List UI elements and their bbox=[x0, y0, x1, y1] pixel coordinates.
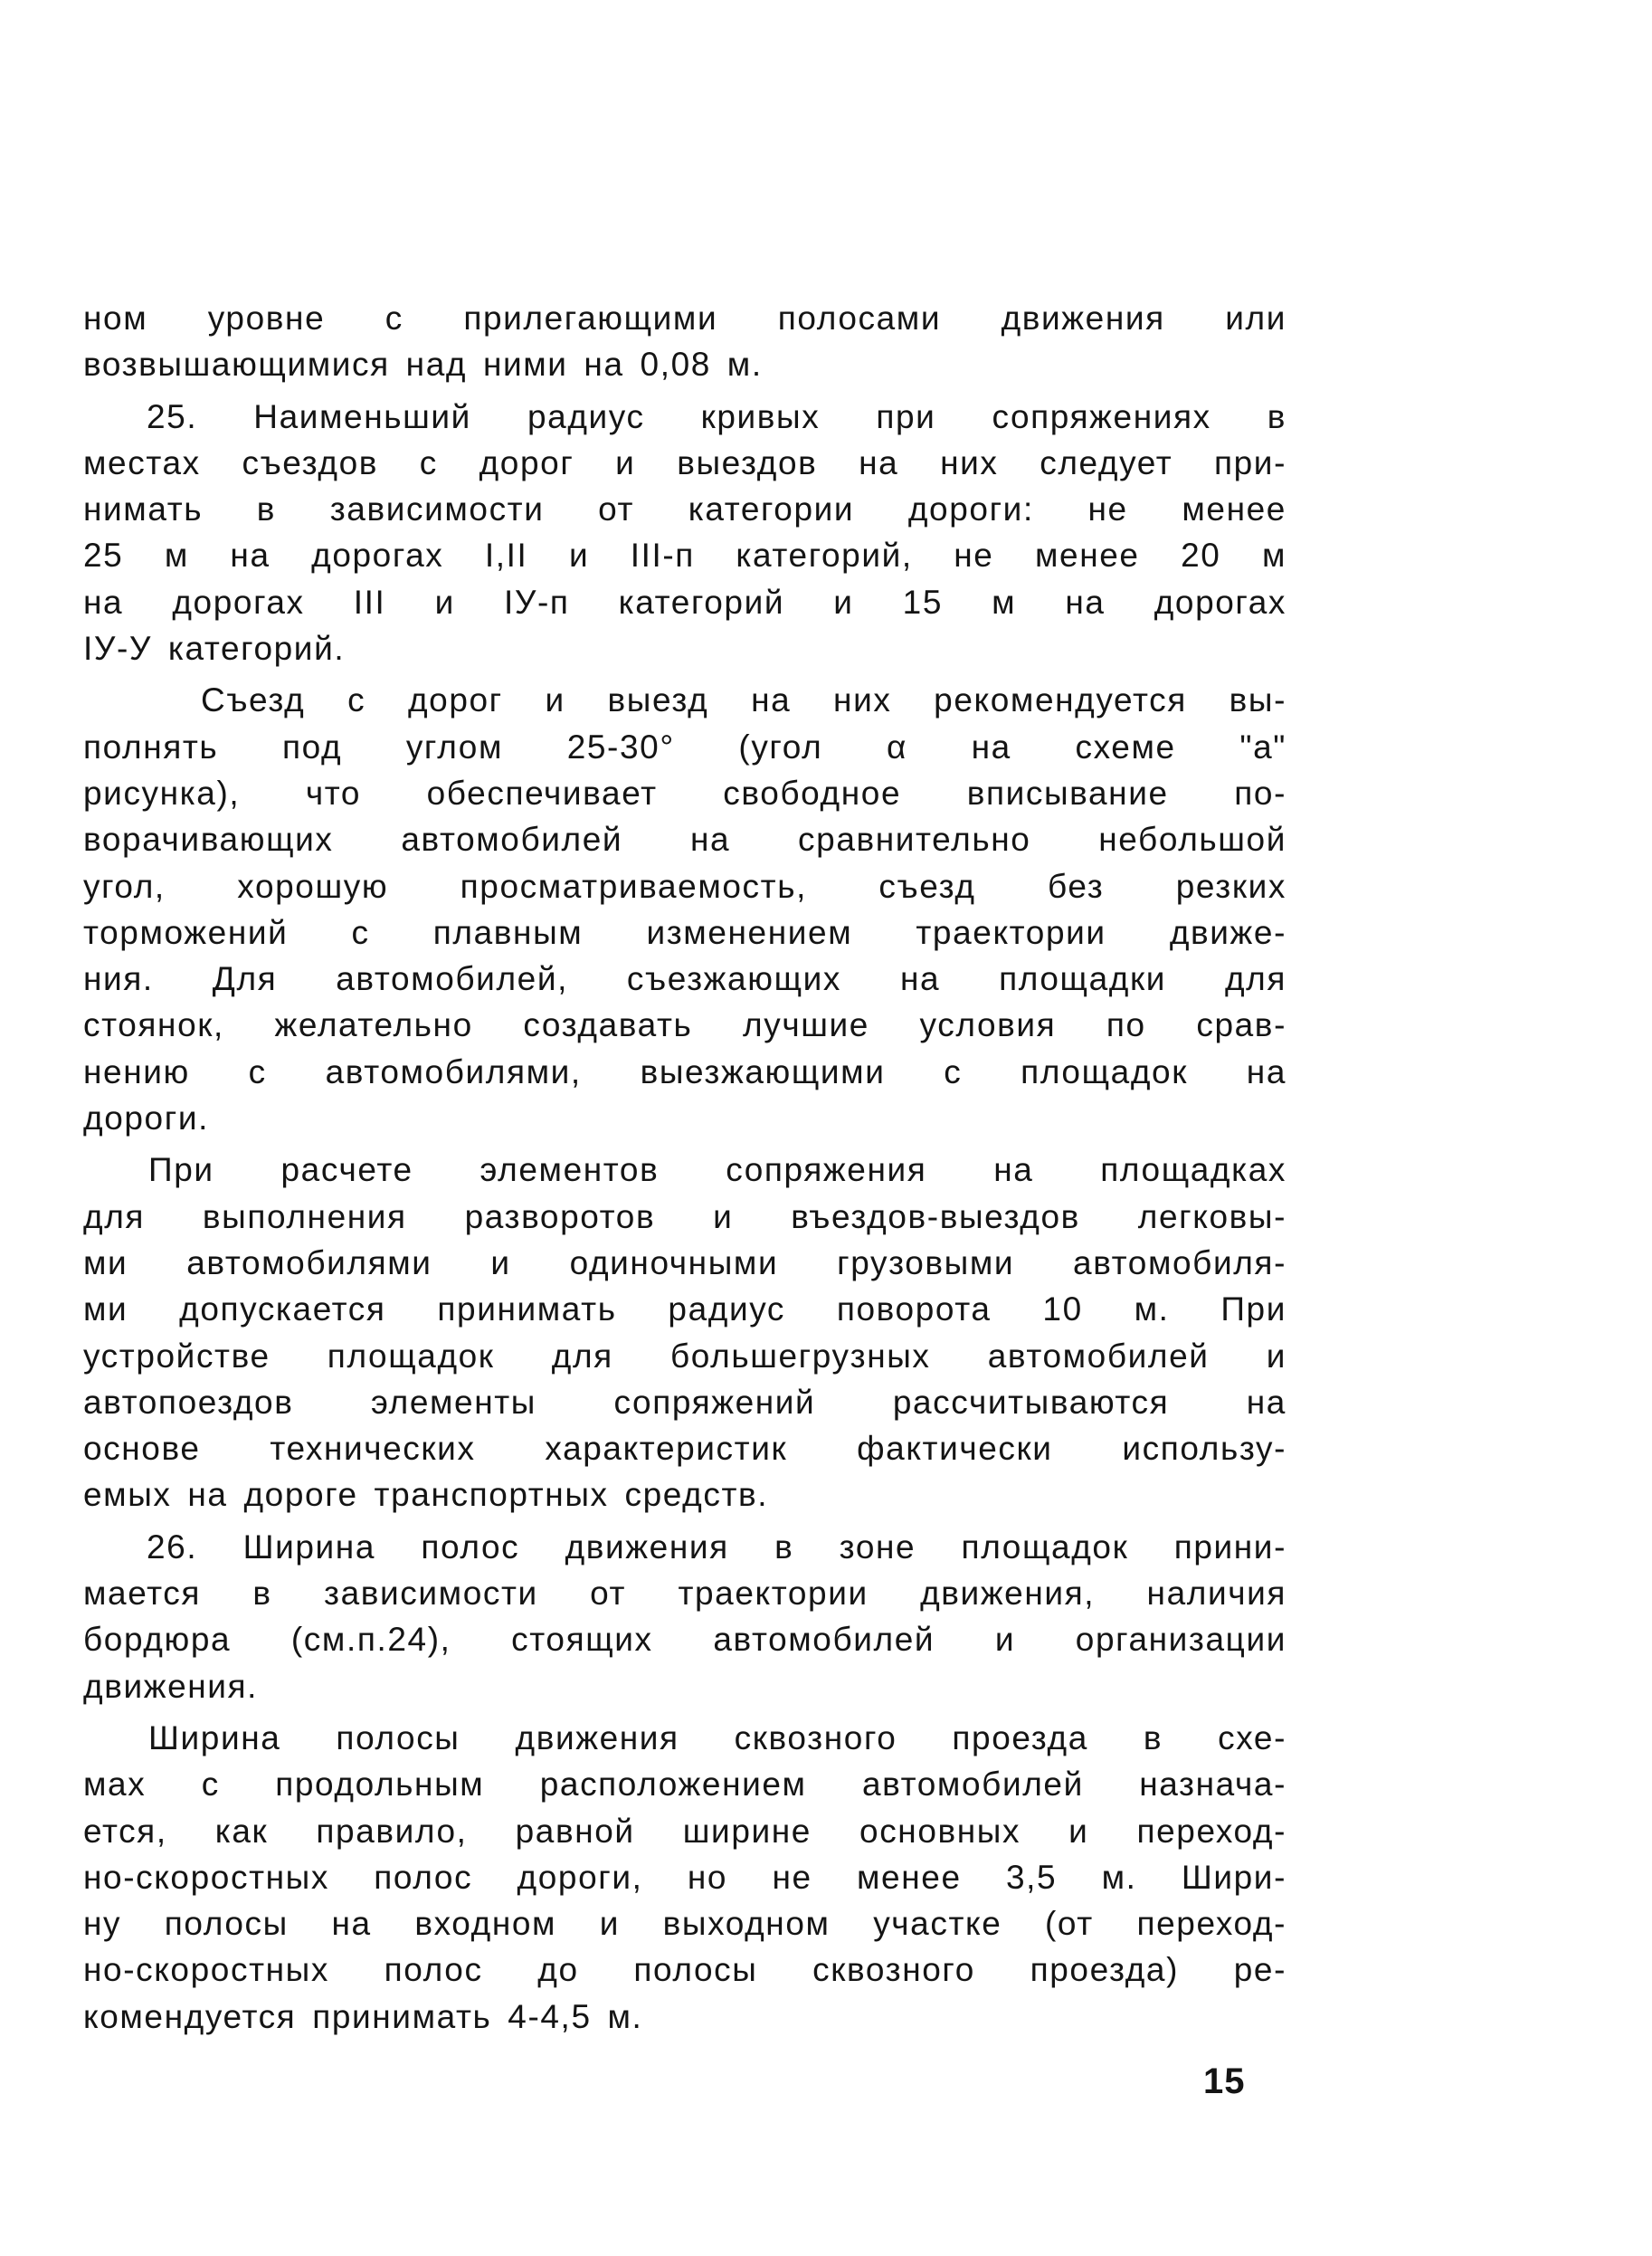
paragraph-continuation bbox=[83, 295, 1286, 388]
text-line: движения. bbox=[83, 1667, 259, 1705]
text-line: ми допускается принимать радиус поворота 10 м. При bbox=[83, 1290, 1286, 1328]
text-line: стоянок, желательно создавать лучшие условия по срав- bbox=[83, 1006, 1286, 1044]
text-line: ния. Для автомобилей, съезжающих на площадки для bbox=[83, 960, 1286, 998]
paragraph-exit-angle bbox=[83, 677, 1286, 1141]
text-line: рисунка), что обеспечивает свободное вписывание по- bbox=[83, 774, 1286, 812]
text-line: мах с продольным расположением автомобилей назнача- bbox=[83, 1766, 1286, 1804]
text-line: Съезд с дорог и выезд на них рекомендуется вы- bbox=[201, 681, 1286, 719]
text-line: 26. Ширина полос движения в зоне площадок прини- bbox=[147, 1528, 1286, 1566]
page-number: 15 bbox=[1203, 2061, 1246, 2101]
text-line: мается в зависимости от траектории движения, наличия bbox=[83, 1575, 1286, 1613]
document-body bbox=[83, 295, 1286, 2040]
text-line: но-скоростных полос дороги, но не менее 3,5 м. Шири- bbox=[83, 1858, 1286, 1896]
text-line: бордюра (см.п.24), стоящих автомобилей и организации bbox=[83, 1621, 1286, 1659]
text-line: устройстве площадок для большегрузных автомобилей и bbox=[83, 1337, 1286, 1375]
text-line: Ширина полосы движения сквозного проезда в схе- bbox=[148, 1718, 1286, 1756]
text-line: местах съездов с дорог и выездов на них следует при- bbox=[83, 443, 1286, 481]
text-line: нению с автомобилями, выезжающими с площадок на bbox=[83, 1052, 1286, 1090]
text-line: ном уровне с прилегающими полосами движения или bbox=[83, 300, 1286, 337]
text-line: емых на дороге транспортных средств. bbox=[83, 1476, 769, 1514]
paragraph-item-26 bbox=[83, 1524, 1286, 1709]
text-line: IУ-У категорий. bbox=[83, 630, 346, 668]
text-line: При расчете элементов сопряжения на площадках bbox=[148, 1151, 1286, 1189]
text-line: ется, как правило, равной ширине основных и переход- bbox=[83, 1812, 1286, 1850]
text-line: основе технических характеристик фактически использу- bbox=[83, 1430, 1286, 1468]
text-line: торможений с плавным изменением траектории движе- bbox=[83, 913, 1286, 951]
text-line: возвышающимися над ними на 0,08 м. bbox=[83, 346, 763, 384]
text-line: нимать в зависимости от категории дороги: не менее bbox=[83, 490, 1286, 528]
text-line: 25 м на дорогах I,II и III-п категорий, не менее 20 м bbox=[83, 537, 1286, 575]
text-line: ворачивающих автомобилей на сравнительно небольшой bbox=[83, 821, 1286, 859]
text-line: полнять под углом 25-30° (угол α на схеме "а" bbox=[83, 728, 1286, 766]
text-line: автопоездов элементы сопряжений рассчитываются на bbox=[83, 1383, 1286, 1421]
text-line: ну полосы на входном и выходном участке (от переход- bbox=[83, 1905, 1286, 1943]
text-line: дороги. bbox=[83, 1099, 209, 1138]
text-line: ми автомобилями и одиночными грузовыми автомобиля- bbox=[83, 1243, 1286, 1281]
text-line: но-скоростных полос до полосы сквозного проезда) ре- bbox=[83, 1951, 1286, 1989]
text-line: комендуется принимать 4-4,5 м. bbox=[83, 1997, 643, 2035]
paragraph-turn-radius bbox=[83, 1147, 1286, 1518]
text-line: угол, хорошую просматриваемость, съезд без резких bbox=[83, 867, 1286, 905]
text-line: 25. Наименьший радиус кривых при сопряжениях в bbox=[147, 397, 1286, 435]
text-line: для выполнения разворотов и въездов-выездов легковы- bbox=[83, 1197, 1286, 1235]
paragraph-item-25 bbox=[83, 394, 1286, 672]
paragraph-lane-width bbox=[83, 1715, 1286, 2040]
text-line: на дорогах III и IУ-п категорий и 15 м на дорогах bbox=[83, 583, 1286, 621]
